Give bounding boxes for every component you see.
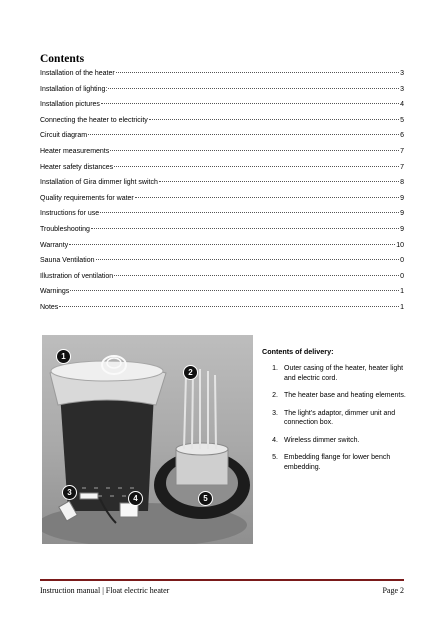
toc-leader-dots	[114, 165, 399, 167]
callout-badge: 4	[128, 491, 143, 506]
toc-entry-label: Illustration of ventilation	[40, 272, 114, 280]
toc-entry-label: Installation of the heater	[40, 70, 115, 77]
toc-entry-page: 8	[400, 179, 404, 187]
list-item-text: The heater base and heating elements.	[284, 392, 406, 399]
toc-leader-dots	[70, 289, 399, 291]
toc-entry[interactable]	[40, 175, 404, 191]
toc-entry[interactable]	[40, 128, 404, 144]
toc-leader-dots	[69, 243, 395, 245]
toc-entry-page: 7	[400, 163, 404, 171]
toc-entry[interactable]	[40, 206, 404, 222]
list-item	[262, 364, 412, 383]
toc-entry-page: 1	[400, 288, 404, 296]
toc-entry[interactable]	[40, 253, 404, 269]
toc-entry-page: 9	[400, 210, 404, 218]
product-photo	[42, 335, 253, 544]
toc-leader-dots	[59, 305, 399, 307]
toc-entry-page: 3	[400, 85, 404, 93]
list-item-number: 2.	[272, 392, 278, 399]
toc-entry[interactable]	[40, 269, 404, 285]
toc-entry-page: 5	[400, 116, 404, 124]
toc-leader-dots	[114, 274, 399, 276]
toc-entry-page: 1	[400, 303, 404, 311]
toc-entry-label: Notes	[40, 303, 59, 311]
toc-entry-page: 3	[400, 70, 404, 77]
list-item-text: Wireless dimmer switch.	[284, 436, 360, 444]
toc-entry[interactable]	[40, 66, 404, 82]
toc-leader-dots	[116, 71, 399, 73]
toc-entry[interactable]	[40, 191, 404, 207]
toc-entry[interactable]	[40, 160, 404, 176]
list-item-number: 1.	[272, 365, 278, 372]
list-item-number: 4.	[272, 436, 278, 444]
list-item-text: Outer casing of the heater, heater light and electric cord.	[284, 365, 404, 382]
list-item-number: 3.	[272, 409, 278, 417]
toc-entry-page: 0	[400, 272, 404, 280]
toc-entry-label: Troubleshooting	[40, 225, 90, 233]
toc-entry-page: 4	[400, 101, 404, 109]
toc-entry-page: 9	[400, 225, 404, 233]
toc-entry-label: Installation of lighting:	[40, 85, 108, 93]
toc-entry-label: Quality requirements for water	[40, 194, 134, 202]
toc-entry[interactable]	[40, 144, 404, 160]
toc-entry-page: 0	[400, 257, 404, 265]
toc-leader-dots	[149, 118, 399, 120]
list-item-text: The light’s adaptor, dimmer unit and connection box.	[284, 409, 396, 426]
toc-leader-dots	[135, 196, 399, 198]
toc-entry-label: Installation pictures	[40, 101, 100, 109]
toc-leader-dots	[159, 180, 399, 182]
toc-leader-dots	[101, 102, 399, 104]
toc-leader-dots	[110, 149, 399, 151]
toc-entry-page: 7	[400, 147, 404, 155]
dimmer-unit	[80, 493, 98, 499]
delivery-heading: Contents of delivery:	[262, 347, 334, 356]
callout-badge: 5	[198, 491, 213, 506]
toc-leader-dots	[91, 227, 399, 229]
toc-entry-label: Installation of Gira dimmer light switch	[40, 179, 158, 187]
callout-badge: 1	[56, 349, 71, 364]
footer-document-title: Instruction manual | Float electric heater	[40, 586, 170, 595]
toc-leader-dots	[96, 258, 400, 260]
toc-entry-label: Warranty	[40, 241, 69, 249]
toc-leader-dots	[100, 211, 399, 213]
delivery-list	[262, 364, 412, 472]
toc-leader-dots	[88, 133, 399, 135]
toc-leader-dots	[108, 87, 399, 89]
toc-entry-label: Warnings	[40, 288, 70, 296]
toc-entry[interactable]	[40, 222, 404, 238]
list-item	[262, 409, 412, 428]
delivery-contents	[262, 347, 412, 480]
callout-badge: 3	[62, 485, 77, 500]
toc-entry-label: Circuit diagram	[40, 132, 88, 140]
toc-entry-page: 9	[400, 194, 404, 202]
list-item	[262, 436, 412, 446]
list-item-number: 5.	[272, 454, 278, 461]
toc-entry-label: Sauna Ventilation	[40, 257, 95, 265]
toc-entry-page: 6	[400, 132, 404, 140]
page-number: Page 2	[382, 586, 404, 595]
toc-entry[interactable]	[40, 238, 404, 254]
product-illustration	[42, 335, 253, 544]
toc-entry[interactable]	[40, 82, 404, 98]
toc-entry[interactable]	[40, 97, 404, 113]
callout-badge: 2	[183, 365, 198, 380]
contents-heading: Contents	[40, 53, 85, 65]
toc-entry[interactable]	[40, 284, 404, 300]
toc-entry-label: Heater measurements	[40, 147, 110, 155]
heating-elements	[184, 369, 216, 449]
toc-entry[interactable]	[40, 300, 404, 316]
toc-entry-label: Instructions for use	[40, 210, 100, 218]
toc-entry-page: 10	[396, 241, 404, 249]
toc-entry-label: Heater safety distances	[40, 163, 114, 171]
list-item	[262, 391, 412, 401]
list-item-text: Embedding flange for lower bench embedding.	[284, 454, 391, 471]
toc-entry[interactable]	[40, 113, 404, 129]
toc-entry-label: Connecting the heater to electricity	[40, 116, 148, 124]
list-item	[262, 453, 412, 472]
footer-divider	[40, 579, 404, 581]
table-of-contents	[40, 66, 404, 316]
